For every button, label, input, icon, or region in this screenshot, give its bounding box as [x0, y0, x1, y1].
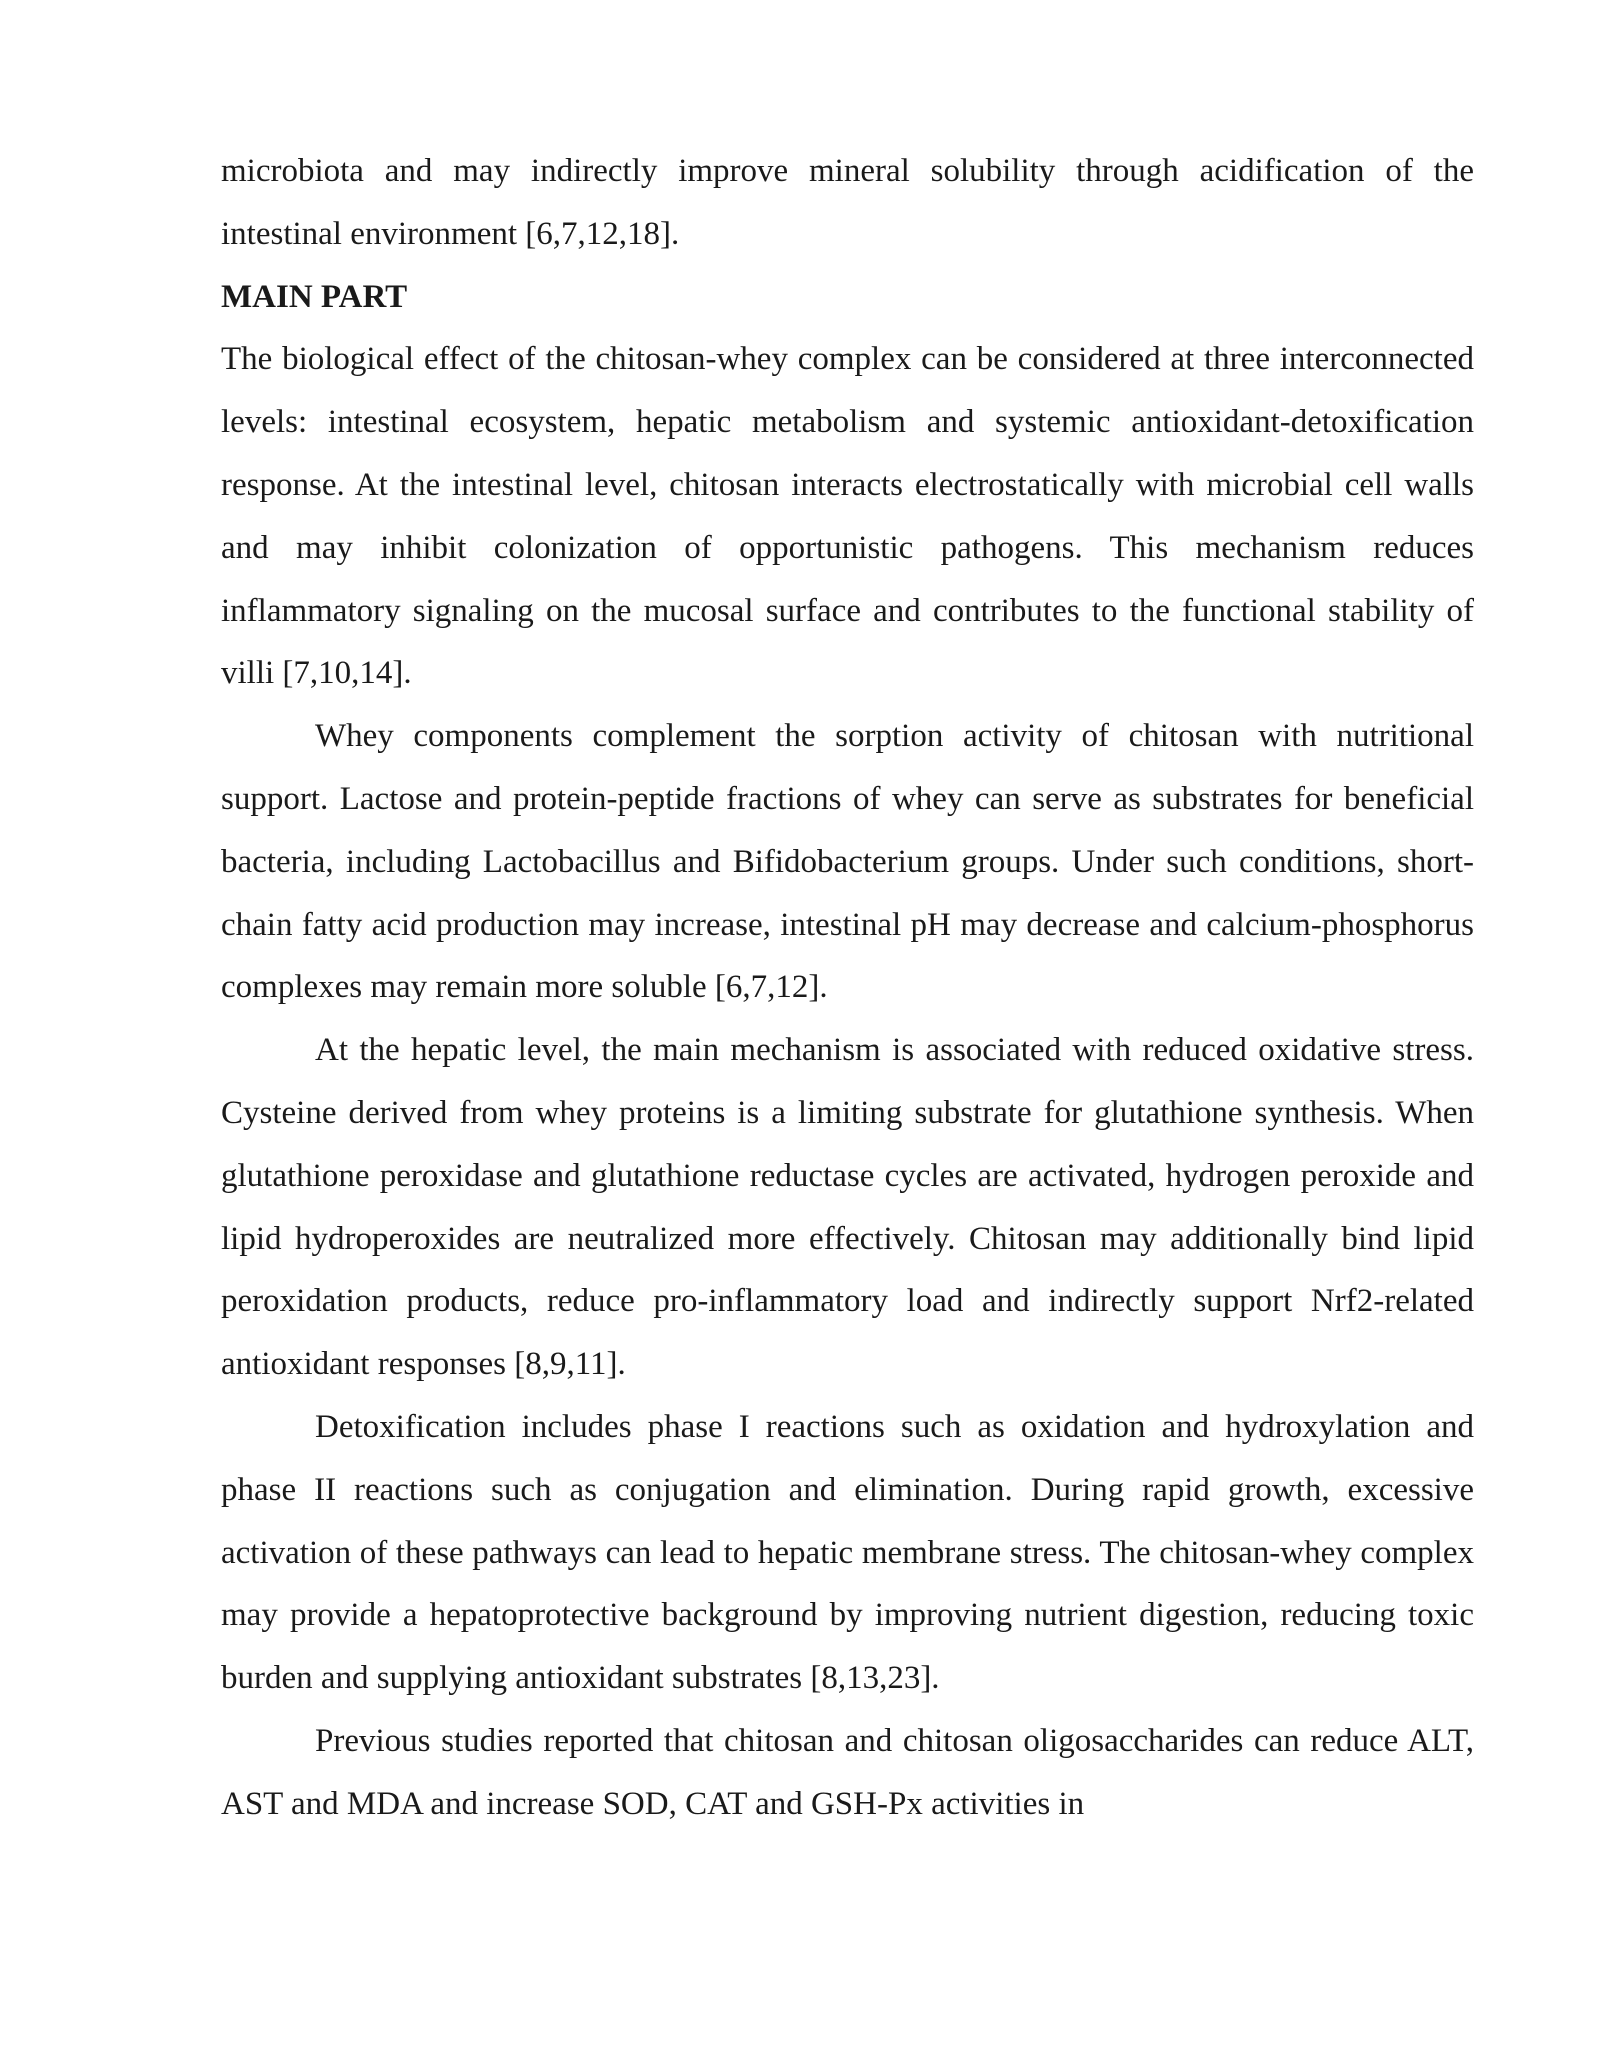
- body-paragraph: The biological effect of the chitosan-whey complex can be considered at three interconnected levels: intestinal ecosystem, hepatic metabolism and systemic antioxidant-detoxification response. At the intestinal level, chitosan interacts electrostatically with microbial cell walls and may inhibit colonization of opportunistic pathogens. This mechanism reduces inflammatory signaling on the mucosal surface and contributes to the functional stability of villi [7,10,14].: [221, 341, 1474, 692]
- body-paragraph: Detoxification includes phase I reactions such as oxidation and hydroxylation and phase II reactions such as conjugation and elimination. During rapid growth, excessive activation of these pathways can lead to hepatic membrane stress. The chitosan-whey complex may provide a hepatoprotective background by improving nutrient digestion, reducing toxic burden and supplying antioxidant substrates [8,13,23].: [221, 1408, 1474, 1697]
- body-paragraph: Whey components complement the sorption activity of chitosan with nutritional support. Lactose and protein-peptide fractions of whey can serve as substrates for beneficial bacteria, including Lactobacillus and Bifidobacterium groups. Under such conditions, short-chain fatty acid production may increase, intestinal pH may decrease and calcium-phosphorus complexes may remain more soluble [6,7,12].: [221, 718, 1474, 1006]
- section-heading: MAIN PART: [221, 278, 408, 315]
- body-paragraph: At the hepatic level, the main mechanism is associated with reduced oxidative stress. Cysteine derived from whey proteins is a limiting substrate for glutathione synthesis. When glutathione peroxidase and glutathione reductase cycles are activated, hydrogen peroxide and lipid hydroperoxides are neutralized more effectively. Chitosan may additionally bind lipid peroxidation products, reduce pro-inflammatory load and indirectly support Nrf2-related antioxidant responses [8,9,11].: [221, 1032, 1474, 1383]
- document-page: [221, 140, 1474, 1836]
- body-paragraph: Previous studies reported that chitosan and chitosan oligosaccharides can reduce ALT, AST and MDA and increase SOD, CAT and GSH-Px activities in: [221, 1722, 1474, 1822]
- intro-continuation-paragraph: microbiota and may indirectly improve mineral solubility through acidification of the intestinal environment [6,7,12,18].: [221, 153, 1474, 252]
